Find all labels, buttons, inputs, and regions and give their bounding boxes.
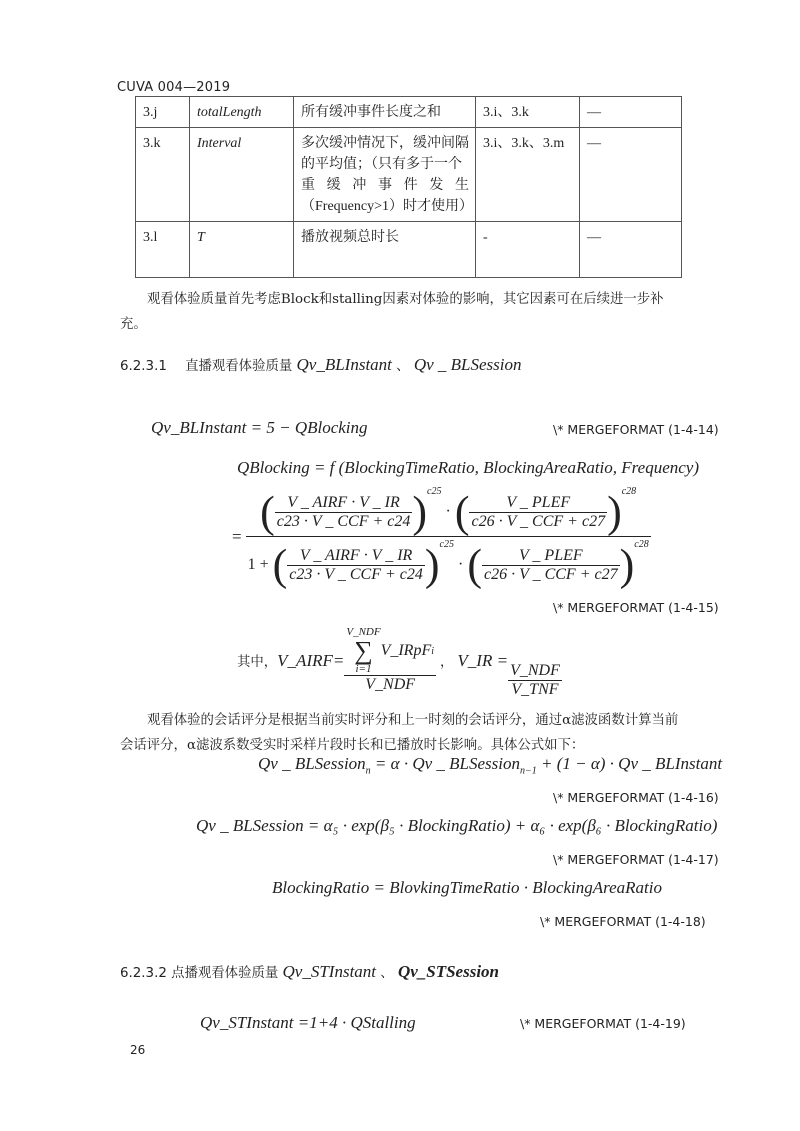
table-row bbox=[136, 222, 682, 278]
equation-1-4-18: BlockingRatio = BlovkingTimeRatio · BlockingAreaRatio bbox=[272, 878, 662, 897]
cell-desc-line: 重 缓 冲 事 件 发 生 bbox=[301, 178, 469, 193]
cell-note: — bbox=[580, 128, 682, 222]
ir-denominator: V_TNF bbox=[511, 681, 559, 698]
eq16-rest: + (1 − α) · Qv _ BLInstant bbox=[536, 754, 723, 773]
cell-deps: - bbox=[476, 222, 580, 278]
equation-tag: \* MERGEFORMAT (1-4-19) bbox=[520, 1016, 686, 1031]
outer-numerator: ( $\frac{\text{V \_ AIRF · V \_ IR}}{\text{c23 · V \_ CCF + c24}}$ )$^{c25}$ · ( $\frac{\text{V \_ PLEF}}{\text{c26 · V \_ CCF + c27}}$ )$^{c28}$ bbox=[246, 486, 651, 537]
equation-tag: \* MERGEFORMAT (1-4-16) bbox=[553, 790, 719, 805]
cell-name: T bbox=[190, 222, 294, 278]
term2-numerator: V _ PLEF bbox=[469, 494, 607, 513]
table-row bbox=[136, 97, 682, 128]
equation-1-4-16 bbox=[258, 754, 722, 776]
sum-lower: i=1 bbox=[355, 663, 372, 675]
paragraph-session: 观看体验的会话评分是根据当前实时评分和上一时刻的会话评分，通过α滤波函数计算当前会话评分，α滤波系数受实时采样片段时长和已播放时长影响。具体公式如下： bbox=[120, 713, 679, 753]
ir-lhs: V_IR = bbox=[457, 650, 509, 670]
comma: ， bbox=[440, 655, 454, 670]
eq16-sub-n1: n−1 bbox=[519, 765, 537, 777]
equation-tag: \* MERGEFORMAT (1-4-18) bbox=[540, 914, 706, 929]
section-var: Qv_BLInstant bbox=[296, 355, 392, 374]
equation-1-4-15-line1: QBlocking = f (BlockingTimeRatio, BlockingAreaRatio, Frequency) bbox=[237, 458, 699, 477]
section-title: 直播观看体验质量 bbox=[185, 359, 293, 374]
section-var: Qv _ BLSession bbox=[413, 355, 522, 374]
document-header-id: CUVA 004—2019 bbox=[117, 80, 231, 95]
cell-note: — bbox=[580, 222, 682, 278]
separator: 、 bbox=[396, 359, 410, 374]
cell-id: 3.j bbox=[136, 97, 190, 128]
term1-denominator: c23 · V _ CCF + c24 bbox=[289, 566, 423, 584]
term1-numerator: V _ AIRF · V _ IR bbox=[287, 547, 425, 566]
equation-1-4-17: Qv _ BLSession = α₅ · exp(β₅ · BlockingRatio) + α₆ · exp(β₆ · BlockingRatio) bbox=[196, 816, 718, 835]
term1-denominator: c23 · V _ CCF + c24 bbox=[276, 512, 411, 530]
airf-numerator bbox=[344, 627, 436, 676]
section-number: 6.2.3.1 bbox=[120, 359, 167, 374]
section-var-bold: Qv_STSession bbox=[397, 962, 500, 981]
cell-deps: 3.i、3.k bbox=[476, 97, 580, 128]
eq16-lhs: Qv _ BLSession bbox=[258, 754, 366, 773]
sigma-icon: ∑ bbox=[354, 636, 373, 665]
outer-denominator: 1 + ( $\frac{\text{V \_ AIRF · V \_ IR}}{\text{c23 · V \_ CCF + c24}}$ )$^{c25}$ · ( $\frac{\text{V \_ PLEF}}{\text{c26 · V \_ CCF + c27}}$ )$^{c28}$ bbox=[247, 539, 649, 590]
equation-tag: \* MERGEFORMAT (1-4-17) bbox=[553, 852, 719, 867]
sum-index: i bbox=[431, 645, 435, 657]
cell-deps: 3.i、3.k、3.m bbox=[476, 128, 580, 222]
paragraph-intro: 观看体验质量首先考虑Block和stalling因素对体验的影响，其它因素可在后续进一步补充。 bbox=[120, 292, 664, 332]
cell-desc-line: 多次缓冲情况下，缓冲间隔 bbox=[301, 136, 469, 151]
equals-sign: = bbox=[232, 526, 242, 546]
section-heading-6-2-3-1 bbox=[120, 355, 522, 375]
eq16-sub-n: n bbox=[365, 765, 371, 777]
section-var: Qv_STInstant bbox=[282, 962, 377, 981]
ir-fraction bbox=[508, 662, 562, 699]
equation-tag: \* MERGEFORMAT (1-4-14) bbox=[553, 422, 719, 437]
section-number: 6.2.3.2 bbox=[120, 966, 167, 981]
cell-desc: 所有缓冲事件长度之和 bbox=[294, 97, 476, 128]
term2-exponent: c28 bbox=[621, 486, 637, 497]
equation-1-4-15-fraction bbox=[232, 486, 651, 588]
cell-name: totalLength bbox=[190, 97, 294, 128]
airf-denominator: V_NDF bbox=[365, 676, 416, 693]
term1-exponent: c25 bbox=[439, 539, 454, 551]
eq16-mid: = α · Qv _ BLSession bbox=[370, 754, 520, 773]
cell-id: 3.k bbox=[136, 128, 190, 222]
equation-1-4-19: Qv_STInstant =1+4 · QStalling bbox=[200, 1013, 416, 1032]
term2-denominator: c26 · V _ CCF + c27 bbox=[471, 512, 606, 530]
sum-term: V_IRpF bbox=[380, 642, 432, 659]
airf-lhs: V_AIRF= bbox=[277, 650, 345, 670]
where-clause bbox=[237, 622, 562, 699]
where-prefix: 其中， bbox=[237, 655, 278, 670]
cell-desc-line: （Frequency>1）时才使用） bbox=[301, 199, 473, 214]
cell-desc: 播放视频总时长 bbox=[294, 222, 476, 278]
ir-numerator: V_NDF bbox=[510, 662, 560, 679]
term1-numerator: V _ AIRF · V _ IR bbox=[275, 494, 413, 513]
airf-fraction bbox=[344, 627, 436, 694]
page-number: 26 bbox=[130, 1043, 146, 1057]
sum-upper: V_NDF bbox=[346, 626, 381, 638]
term2-exponent: c28 bbox=[634, 539, 649, 551]
cell-name: Interval bbox=[190, 128, 294, 222]
term1-exponent: c25 bbox=[427, 486, 442, 497]
equation-1-4-14: Qv_BLInstant = 5 − QBlocking bbox=[151, 418, 368, 437]
term2-denominator: c26 · V _ CCF + c27 bbox=[483, 566, 618, 584]
separator: 、 bbox=[380, 966, 394, 981]
equation-tag: \* MERGEFORMAT (1-4-15) bbox=[553, 600, 719, 615]
cell-desc-line: 的平均值；（只有多于一个 bbox=[301, 157, 462, 172]
table-row bbox=[136, 128, 682, 222]
cell-id: 3.l bbox=[136, 222, 190, 278]
cell-desc bbox=[294, 128, 476, 222]
section-title: 点播观看体验质量 bbox=[171, 966, 279, 981]
cell-note: — bbox=[580, 97, 682, 128]
metrics-table bbox=[135, 96, 682, 278]
term2-numerator: V _ PLEF bbox=[482, 547, 620, 566]
section-heading-6-2-3-2 bbox=[120, 962, 499, 982]
